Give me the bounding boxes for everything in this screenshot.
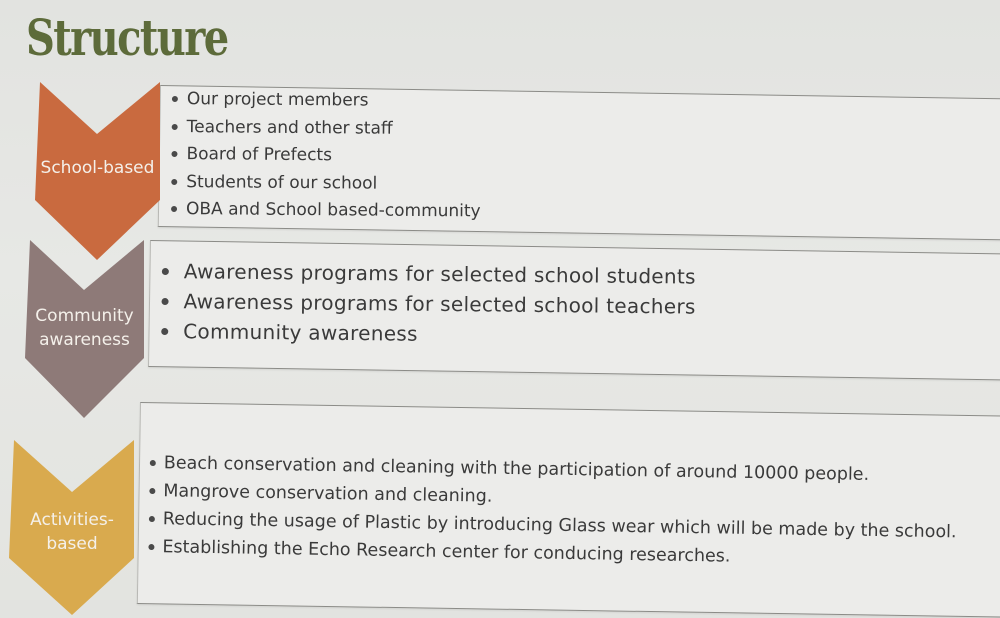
chevron-label-line: based — [46, 534, 98, 554]
list-item: Students of our school — [171, 170, 481, 200]
list-item: Teachers and other staff — [172, 115, 482, 145]
chevron-label-line: Activities- — [30, 510, 114, 530]
school-based-label — [30, 156, 165, 180]
list-item: Beach conservation and cleaning with the participation of around 10000 people. — [150, 452, 958, 493]
chevron-label-line: School-based — [40, 158, 155, 178]
chevron-label-line: Community — [35, 306, 134, 326]
list-item: Reducing the usage of Plastic by introducing Glass wear which will be made by the school. — [149, 508, 957, 549]
list-item: Community awareness — [161, 318, 695, 354]
list-item: Board of Prefects — [171, 143, 481, 173]
list-item: Awareness programs for selected school teachers — [161, 288, 695, 324]
activities-based-list — [148, 452, 958, 577]
community-awareness-label — [22, 304, 147, 352]
school-based-chevron — [30, 82, 165, 260]
activities-based-label — [6, 508, 138, 556]
list-item: Mangrove conservation and cleaning. — [149, 480, 957, 521]
activities-based-chevron — [6, 440, 138, 615]
chevron-label-line: awareness — [39, 330, 130, 350]
slide-title: Structure — [26, 8, 228, 67]
school-based-list — [171, 88, 482, 228]
list-item: Establishing the Echo Research center for conducing researches. — [148, 536, 956, 577]
community-awareness-list — [161, 258, 696, 354]
list-item: OBA and School based-community — [171, 198, 481, 228]
community-awareness-chevron — [22, 240, 147, 418]
list-item: Awareness programs for selected school students — [162, 258, 696, 294]
list-item: Our project members — [172, 88, 482, 118]
